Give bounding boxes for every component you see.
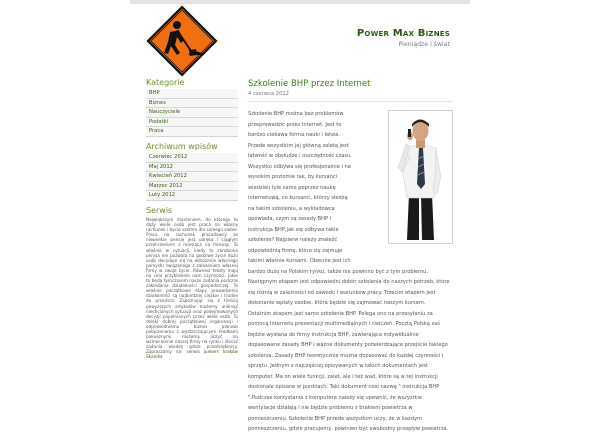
post-text-line: bardzo ciekawa forma nauki i łatwa. [248, 132, 340, 138]
divider [248, 101, 453, 102]
post-text-line: takimi właśnie kursami. Obecnie jest ich [248, 258, 351, 264]
post-photo [392, 114, 449, 240]
post-text-line: dokonanie wpłaty osobie, która będzie się zajmować naszym kursem. [248, 300, 426, 306]
post-text-line: internetową, co kursanci, którzy siedzą [248, 195, 348, 201]
post-date: 4 czerwca 2012 [248, 91, 289, 97]
post-text-line: szkolenie? Najpierw należy znaleźć [248, 237, 338, 243]
archive-heading: Archiwum wpisów [146, 141, 218, 151]
category-item[interactable] [146, 99, 238, 109]
category-item[interactable] [146, 108, 238, 118]
main-content [248, 79, 453, 432]
post-text-line: będzie wysłana do firmy instrukcja BHP, zawierająca indywidualnie [248, 331, 419, 338]
sidebar [146, 78, 238, 360]
post-text-line: przeprowadzić przez Internet. Jest to [248, 121, 342, 128]
archive-item[interactable] [146, 153, 238, 163]
archive-item[interactable] [146, 191, 238, 201]
archive-link[interactable]: Luty 2012 [149, 192, 176, 199]
businessman-icon [392, 114, 449, 240]
post-photo-frame [388, 110, 453, 244]
top-bar [130, 0, 470, 4]
post-text-line: ".Podczas korzystania z komputera należy się upewnić, że wszystkie [248, 394, 423, 401]
archive-link[interactable]: Marzec 2012 [149, 182, 183, 189]
post-text-line: doskonale opisane w punktach. Taki dokument nosi nazwę " instrukcja BHP [248, 384, 440, 390]
serwis-link[interactable]: serwis junkers kraków [186, 349, 238, 355]
category-item[interactable] [146, 127, 238, 137]
category-link[interactable]: Biznes [149, 99, 166, 106]
archive-link[interactable]: Kwiecień 2012 [149, 173, 187, 180]
post-text-line: pomieszczeniu. Szkolenie BHP przede wszystkim uczy, że w każdym [248, 415, 422, 422]
post-text-line: Następnym etapem jest odpowiedni dobór szkolenia do naszych potrzeb, które [248, 279, 450, 285]
post-text-line: Wszystko odbywa się profesjonalnie i na [248, 163, 351, 170]
category-item[interactable] [146, 89, 238, 99]
post-text-line: Szkolenie BHP można bez problemów [248, 111, 344, 117]
post-title[interactable]: Szkolenie BHP przez Internet [248, 79, 371, 89]
category-link[interactable]: Nauczyciele [149, 109, 181, 116]
site-logo[interactable] [146, 5, 218, 77]
post-text-line: szkolenia. Zasady BHP teoretycznie można dopasować do każdej czynności i [248, 352, 444, 359]
serwis-body: Największym marzeniem, do którego to dąży wiele osób jest praca na własny rachunek i bycie szefem dla samego siebie. Praca na rachunek pracodawcy ze niewielkie pensję jest udręka i ciągłym przeliczeniem z miesiąca na miesiąc. To właśnie w sytuacji, kiedy to zarobiona pensja nie pozwala na godziwe życie dużo osób decyduje się na wdrożenie własnego pomysłu związanego z założeniem własnej firmy w swoje życie. Również teksty mają na celu przybliżenie nam czynności, jakie to będą tymczasem nasze zadania podczas zakładania działalności gospodarczej. To właśnie początkowe etapy prowadzenia działalności są najbardziej ciężkie i trudne do przejścia. Zapoznając się z treścią powyższych artykułów możemy uniknąć niechcianych sytuacji oraz podejmowanych decyzji popełnianych przez wiele osób. To dzięki dobrej początkowej organizacji i odpowiedniemu biznes planowi połączonemu z wystarczającymi środkami pieniężnymi możemy liczyć na wzmocnienie naszej firmy na rynku i zlecać zadania wiedzę gdzie przedsiębiorcy. Zapraszamy na: [146, 216, 238, 355]
post-text-line: pomieszczeniu, gdzie pracujemy, powinien być swobodny przepływ powietrza. [248, 426, 449, 432]
post-text-line: wiedzieli tyle samo poprzez naukę [248, 184, 336, 191]
post-text-line: się różnią w zależności od zawodu i warunków pracy. Trzecim etapem jest [248, 289, 436, 296]
post-text-line: odpowiednią firmę, która się zajmuje [248, 247, 343, 254]
category-link[interactable]: Praca [149, 128, 164, 135]
post-text-line: Ostatnim etapem jest samo szkolenie BHP. Polega ono na przesyłaniu za [248, 310, 433, 317]
archive-link[interactable]: Maj 2012 [149, 163, 173, 170]
categories-list [146, 89, 238, 137]
post-text-line: sprzętu. Jednym z najczęściej opisywanych w takich dokumentach jest [248, 363, 428, 369]
archive-item[interactable] [146, 182, 238, 192]
archive-list [146, 153, 238, 201]
post-text-line: komputer. Ma on wiele funkcji, zalet, ale i też wad, które są w tej instrukcji [248, 373, 438, 380]
category-link[interactable]: BHP [149, 90, 160, 96]
site-tagline: Pieniądze i świat [398, 41, 450, 48]
construction-sign-icon [146, 5, 218, 77]
category-item[interactable] [146, 118, 238, 128]
post-text-line: dopasowane zasady BHP i ważne dokumenty potwierdzające przejście takiego [248, 342, 448, 348]
archive-link[interactable]: Czerwiec 2012 [149, 153, 188, 160]
archive-item[interactable] [146, 163, 238, 173]
post-text-line: pomocą Internetu prezentacji multimedialnych i ćwiczeń. Pocztą Polską zaś [248, 321, 440, 327]
post-text-line: instrukcja BHP,jak się odbywa takie [248, 226, 339, 233]
archive-item[interactable] [146, 172, 238, 182]
post-text-line: bardzo dużo na Polskim rynku, także nie powinno być z tym problemu. [248, 268, 428, 275]
categories-heading: Kategorie [146, 78, 185, 87]
skandia-link[interactable]: Skandia [146, 354, 163, 360]
category-link[interactable]: Podatki [149, 118, 169, 125]
post-text-line: na takim szkoleniu, a wykładowca [248, 205, 335, 212]
post-text-line: łatwość w obsłudze i oszczędność czasu. [248, 153, 352, 159]
post-text-line: opowiada, czym są zasady BHP i [248, 216, 332, 222]
serwis-heading: Serwis [146, 205, 173, 215]
site-title[interactable]: Power Max Biznes [356, 28, 450, 39]
post-text-line: Przede wszystkim jej główną zaletą jest [248, 142, 349, 149]
serwis-text [146, 217, 238, 360]
post-text-line: wentylacje działają i nie będzie problemu z brakiem powietrza w [248, 405, 413, 411]
post-text-line: wysokim poziomie tak, by kursanci [248, 174, 338, 180]
